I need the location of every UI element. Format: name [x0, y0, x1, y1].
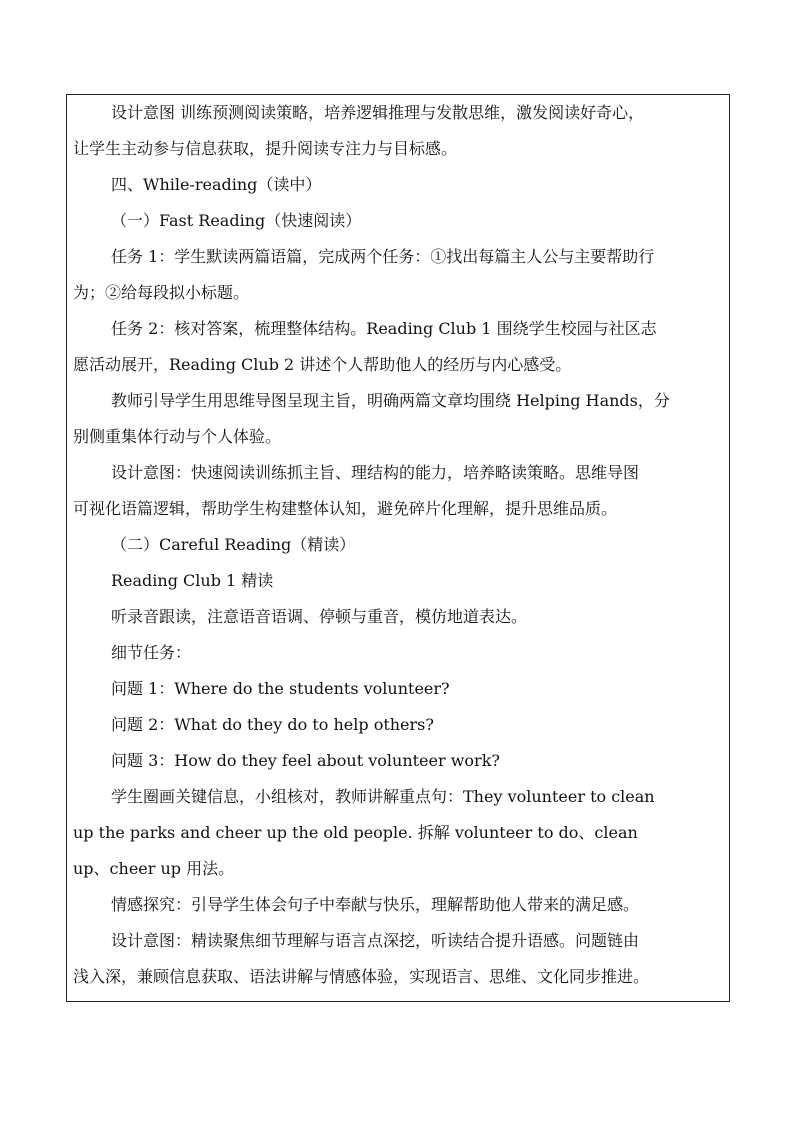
text-line: up the parks and cheer up the old people. 拆解 volunteer to do、clean	[73, 823, 638, 842]
text-line: 设计意图 训练预测阅读策略，培养逻辑推理与发散思维，激发阅读好奇心，	[111, 103, 645, 122]
text-line: 可视化语篇逻辑，帮助学生构建整体认知，避免碎片化理解，提升思维品质。	[73, 499, 618, 518]
text-line: 让学生主动参与信息获取，提升阅读专注力与目标感。	[73, 139, 458, 158]
text-line: 听录音跟读，注意语音语调、停顿与重音，模仿地道表达。	[111, 607, 528, 626]
text-line: 设计意图：快速阅读训练抓主旨、理结构的能力，培养略读策略。思维导图	[111, 463, 640, 482]
document-body	[73, 95, 723, 1001]
document-frame	[66, 94, 730, 1002]
question-line: 问题 3：How do they feel about volunteer work?	[111, 751, 500, 770]
section-heading: 四、While-reading（读中）	[111, 175, 322, 194]
subsection-heading: （二）Careful Reading（精读）	[111, 535, 356, 554]
text-line: 任务 1：学生默读两篇语篇，完成两个任务：①找出每篇主人公与主要帮助行	[111, 247, 655, 266]
subsection-heading: （一）Fast Reading（快速阅读）	[111, 211, 362, 230]
text-line: Reading Club 1 精读	[111, 571, 274, 590]
text-line: 浅入深，兼顾信息获取、语法讲解与情感体验，实现语言、思维、文化同步推进。	[73, 967, 650, 986]
text-line: 设计意图：精读聚焦细节理解与语言点深挖，听读结合提升语感。问题链由	[111, 931, 640, 950]
text-line: up、cheer up 用法。	[73, 859, 235, 878]
text-line: 教师引导学生用思维导图呈现主旨，明确两篇文章均围绕 Helping Hands，分	[111, 391, 670, 410]
text-line: 细节任务：	[111, 643, 192, 662]
text-line: 情感探究：引导学生体会句子中奉献与快乐，理解帮助他人带来的满足感。	[111, 895, 640, 914]
text-line: 愿活动展开，Reading Club 2 讲述个人帮助他人的经历与内心感受。	[73, 355, 572, 374]
question-line: 问题 2：What do they do to help others?	[111, 715, 434, 734]
text-line: 学生圈画关键信息，小组核对，教师讲解重点句：They volunteer to clean	[111, 787, 655, 806]
question-line: 问题 1：Where do the students volunteer?	[111, 679, 450, 698]
text-line: 任务 2：核对答案，梳理整体结构。Reading Club 1 围绕学生校园与社区志	[111, 319, 657, 338]
text-line: 为；②给每段拟小标题。	[73, 283, 250, 302]
text-line: 别侧重集体行动与个人体验。	[73, 427, 282, 446]
